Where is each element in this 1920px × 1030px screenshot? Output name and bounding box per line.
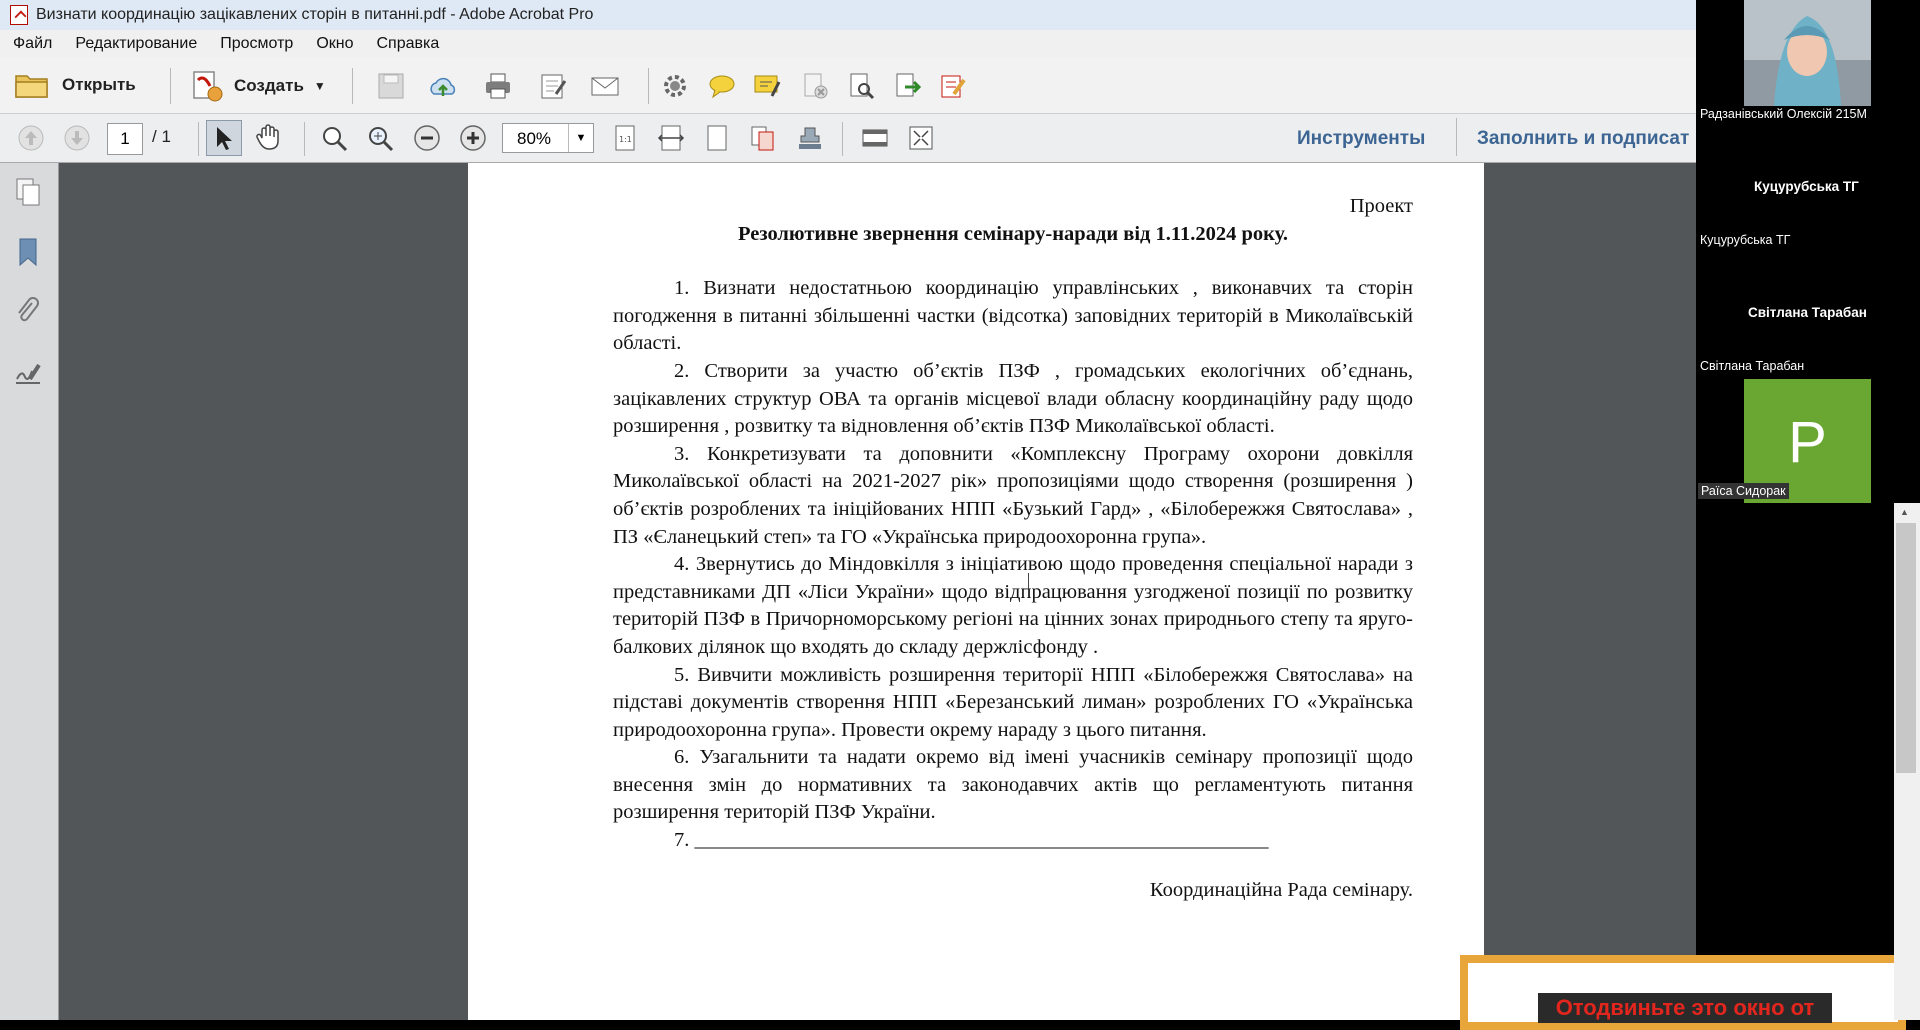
menu-view[interactable]: Просмотр [220,35,294,52]
folder-icon [14,70,50,100]
separator [352,68,353,104]
separator [170,68,171,104]
acrobat-app-icon [10,5,28,25]
separator [198,122,199,156]
fit-width-icon[interactable] [656,124,686,152]
menu-edit[interactable]: Редактирование [75,35,198,52]
text-cursor-icon [1028,573,1031,589]
scrollbar[interactable] [1894,503,1920,1020]
separator [1456,118,1457,156]
document-paragraph: 5. Вивчити можливість розширення території НПП «Білобережжя Святослава» на підставі документів створення НПП «Березанський лиман» розроблених ГО «Українська природоохоронна група». Провести окрему нараду з цього питання. [613,663,1413,741]
fit-page-icon[interactable] [702,124,732,152]
document-paragraph: 4. Звернутись до Міндовкілля з ініціативою щодо проведення спеціальної наради з представниками ДП «Ліси України» щодо відпрацювання узгодженої позиції по розвитку територій ПЗФ в Причорноморському регіоні на цінних зонах природнього степу та яруго-балкових ділянок що входять до складу держлісфонду . [613,553,1413,658]
zoom-in-icon[interactable] [458,124,488,152]
menu-file[interactable]: Файл [13,35,53,52]
document-paragraph: 3. Конкретизувати та доповнити «Комплексну Програму охорони довкілля Миколаївської області на 2021-2027 рік» пропозиціями щодо створення (розширення ) об’єктів розроблених та ініційованих НПП «Бузький Гард» , «Білобережжя Святослава» , ПЗ «Єланецький степ» та ГО «Українська природоохоронна група». [613,442,1413,548]
main-toolbar [0,58,1696,114]
separator [842,122,843,156]
scrollbar-thumb[interactable] [1896,523,1916,773]
page-thumbnails-icon[interactable] [14,177,42,207]
document-paragraph: 6. Узагальнити та надати окремо від імені учасників семінару пропозиції щодо внесення змін до нормативних та законодавчих актів що регламентують питання розширення територій ПЗФ України. [613,746,1413,824]
navigation-toolbar [0,114,1696,163]
sign-document-icon[interactable] [938,72,968,100]
tools-pane-link[interactable]: Инструменты [1297,128,1426,149]
signatures-icon[interactable] [14,357,42,387]
dynamic-zoom-icon[interactable] [366,124,396,152]
read-mode-icon[interactable] [860,124,890,152]
cloud-upload-icon[interactable] [428,72,458,100]
marquee-zoom-icon[interactable] [320,124,350,152]
participant-name: Куцурубська ТГ [1700,233,1791,247]
participant-tile-name: Світлана Тарабан [1748,305,1867,320]
scroll-up-icon[interactable]: ▲ [1900,507,1909,517]
title-bar [0,0,1696,30]
document-title: Резолютивне звернення семінару-наради від 1.11.2024 року. [737,222,1289,245]
participant-name: Радзанівський Олексій 215М [1700,107,1867,121]
document-paragraph: 1. Визнати недостатньою координацію управлінських , виконавчих та сторін погодження в питанні збільшенні частки (відсотка) заповідних територій в Миколаївській області. [613,277,1413,355]
document-paragraph: 2. Створити за участю об’єктів ПЗФ , громадських екологічних об’єднань, зацікавлених структур ОВА та органів місцевої влади обласну координаційну раду щодо розширення , розвитку та відновлення об’єктів ПЗФ Миколаївської області. [613,359,1413,438]
attachments-icon[interactable] [14,297,42,327]
create-label: Создать [234,76,304,95]
select-tool-button[interactable] [206,120,242,156]
email-icon[interactable] [590,72,620,100]
stamp-icon[interactable] [795,124,825,152]
bookmarks-icon[interactable] [14,237,42,267]
avatar-initial: Р [1788,410,1827,475]
next-page-icon[interactable] [62,124,92,152]
participant-photo [1744,0,1871,106]
overlay-window[interactable] [1460,955,1906,1030]
zoom-out-icon[interactable] [412,124,442,152]
participant-name: Раїса Сидорак [1698,483,1789,499]
open-label: Открыть [62,75,136,94]
page-number-input[interactable]: 1 [107,123,143,155]
project-label: Проект [1349,195,1413,217]
participant-tile-name: Куцурубська ТГ [1754,179,1859,194]
separator [304,122,305,156]
save-icon[interactable] [376,72,406,100]
zoom-select[interactable] [502,123,594,153]
svg-text:1:1: 1:1 [619,135,632,144]
menu-help[interactable]: Справка [376,35,440,52]
comment-icon[interactable] [707,72,737,100]
menu-bar [0,30,1696,58]
full-screen-icon[interactable] [906,124,936,152]
cursor-icon [207,121,241,155]
pages-icon[interactable] [748,124,778,152]
actual-size-icon[interactable] [610,124,640,152]
document-paragraph: 7. ________________________________________________________ [674,829,1269,852]
create-pdf-icon [190,70,224,102]
open-button[interactable] [14,70,136,100]
search-document-icon[interactable] [846,72,876,100]
navigation-panel [0,163,59,1020]
overlay-warning: Отодвиньте это окно от [1538,993,1832,1023]
export-icon[interactable] [893,72,923,100]
fill-sign-pane-link[interactable]: Заполнить и подписат [1477,128,1690,149]
zoom-value: 80% [517,129,552,148]
previous-page-icon[interactable] [16,124,46,152]
pdf-page[interactable] [468,163,1484,1020]
chevron-down-icon: ▼ [313,79,326,93]
create-button[interactable] [190,70,326,102]
participant-name: Світлана Тарабан [1700,359,1805,373]
page-total: / 1 [152,127,171,146]
window-title: Визнати координацію зацікавлених сторін в питанні.pdf - Adobe Acrobat Pro [36,6,594,23]
hand-tool-icon[interactable] [254,124,284,152]
delete-page-icon[interactable] [800,72,830,100]
highlight-icon[interactable] [752,72,782,100]
menu-window[interactable]: Окно [316,35,354,52]
video-participants-panel [1696,0,1920,503]
document-signature: Координаційна Рада семінару. [1149,878,1413,901]
participant-video[interactable] [1744,0,1871,106]
edit-document-icon[interactable] [538,72,568,100]
chevron-down-icon[interactable]: ▼ [568,124,593,152]
document-content [613,193,1413,904]
print-icon[interactable] [483,72,513,100]
gear-icon[interactable] [660,72,690,100]
separator [648,68,649,104]
